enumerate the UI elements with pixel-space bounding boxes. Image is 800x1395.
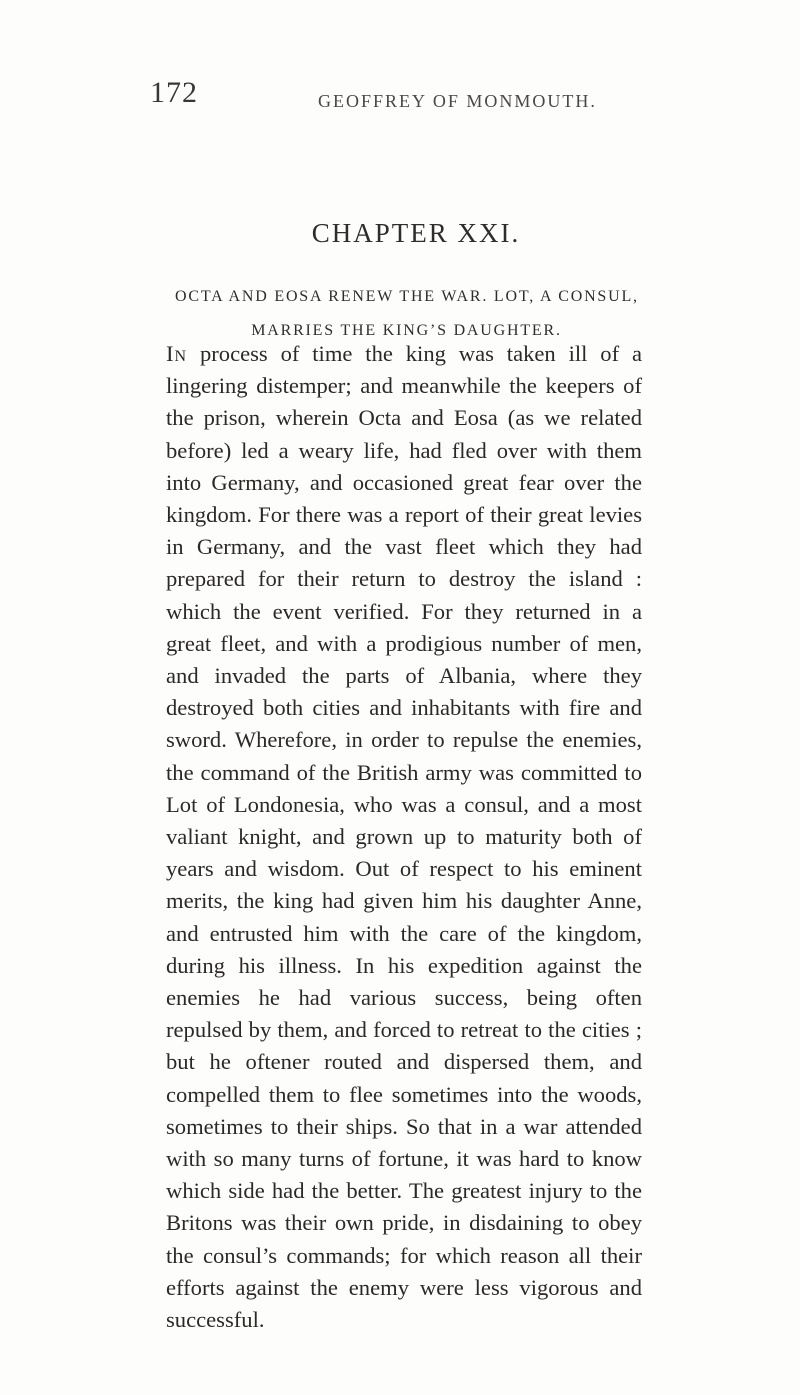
body-paragraph (166, 338, 642, 1336)
opening-word: In (166, 341, 188, 366)
chapter-title: CHAPTER XXI. (311, 218, 521, 248)
paragraph-text: process of time the king was taken ill of a lingering distemper; and meanwhile the keepers of the prison, wherein Octa and Eosa (as we related before) led a weary life, had fled over with them into Germany, and occasioned great fear over the kingdom. For there was a report of their great levies in Germany, and the vast fleet which they had prepared for their return to destroy the island : which the event verified. For they returned in a great fleet, and with a prodigious number of men, and invaded the parts of Albania, where they destroyed both cities and inhabitants with fire and sword. Wherefore, in order to repulse the enemies, the command of the British army was committed to Lot of Londonesia, who was a consul, and a most valiant knight, and grown up to maturity both of years and wisdom. Out of respect to his eminent merits, the king had given him his daughter Anne, and entrusted him with the care of the kingdom, during his illness. In his expedition against the enemies he had various success, being often repulsed by them, and forced to retreat to the cities ; but he oftener routed and dispersed them, and compelled them to flee sometimes into the woods, sometimes to their ships. So that in a war attended with so many turns of fortune, it was hard to know which side had the better. The greatest injury to the Britons was their own pride, in disdaining to obey the consul’s commands; for which reason all their efforts against the enemy were less vigorous and successful. (166, 341, 642, 1333)
running-title: GEOFFREY OF MONMOUTH. (318, 91, 597, 111)
page-number: 172 (150, 76, 198, 109)
body-text (166, 338, 642, 1336)
chapter-summary-line-1: OCTA AND EOSA RENEW THE WAR. LOT, A CONSUL, (175, 288, 639, 305)
running-head (0, 76, 800, 116)
chapter-summary-line-2: MARRIES THE KING’S DAUGHTER. (251, 322, 562, 339)
